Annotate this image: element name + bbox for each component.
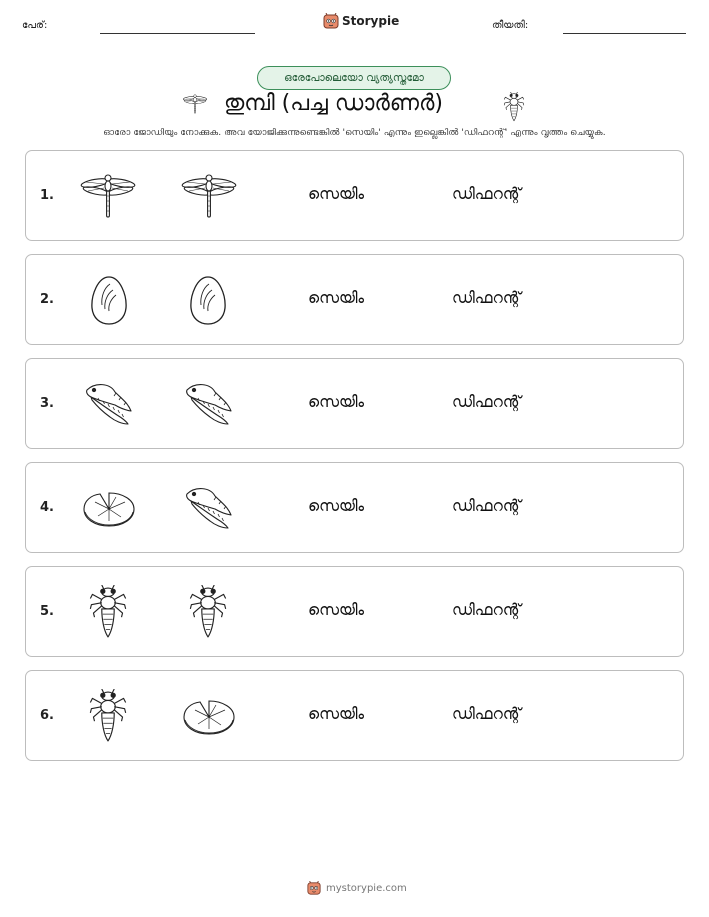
different-option[interactable]: ഡിഫറന്റ് <box>452 393 521 411</box>
footer <box>307 881 407 895</box>
egg-icon <box>91 275 128 326</box>
dragonfly-icon <box>80 171 136 221</box>
same-option[interactable]: സെയിം <box>308 705 365 723</box>
same-option[interactable]: സെയിം <box>308 289 365 307</box>
name-field[interactable] <box>100 33 255 34</box>
lily-pad-icon <box>182 697 236 737</box>
different-option[interactable]: ഡിഫറന്റ് <box>452 497 521 515</box>
question-number: 4. <box>40 500 54 515</box>
storypie-mascot-icon <box>323 13 339 29</box>
nymph-jaw-icon <box>184 485 234 531</box>
storypie-logo <box>323 13 399 29</box>
storypie-mascot-icon <box>307 881 321 895</box>
different-option[interactable]: ഡിഫറന്റ് <box>452 705 521 723</box>
instructions: ഓരോ ജോഡിയും നോക്കുക. അവ യോജിക്കുന്നുണ്ടെങ്കിൽ 'സെയിം' എന്നും ഇല്ലെങ്കിൽ 'ഡിഫറന്റ്' എന്നും വൃത്തം ചെയ്യുക. <box>103 127 606 138</box>
question-card <box>25 670 684 761</box>
dragonfly-icon <box>181 171 237 221</box>
same-option[interactable]: സെയിം <box>308 601 365 619</box>
different-option[interactable]: ഡിഫറന്റ് <box>452 185 521 203</box>
egg-icon <box>190 275 227 326</box>
same-option[interactable]: സെയിം <box>308 497 365 515</box>
lily-pad-icon <box>82 489 136 529</box>
worksheet-type-badge: ഒരേപോലെയോ വ്യത്യസ്തമോ <box>257 66 451 90</box>
footer-url[interactable]: mystorypie.com <box>326 882 407 894</box>
nymph-jaw-icon <box>184 381 234 427</box>
question-card <box>25 566 684 657</box>
page-title: തുമ്പി (പച്ച ഡാർണർ) <box>224 91 443 116</box>
question-number: 1. <box>40 188 54 203</box>
nymph-icon <box>500 92 528 122</box>
question-card <box>25 358 684 449</box>
question-number: 5. <box>40 604 54 619</box>
same-option[interactable]: സെയിം <box>308 393 365 411</box>
question-card <box>25 150 684 241</box>
question-number: 2. <box>40 292 54 307</box>
question-card <box>25 462 684 553</box>
question-card <box>25 254 684 345</box>
brand-name: Storypie <box>342 14 400 28</box>
nymph-icon <box>188 585 228 639</box>
nymph-icon <box>89 585 127 639</box>
date-field[interactable] <box>563 33 686 34</box>
date-label: തീയതി: <box>492 20 529 31</box>
nymph-jaw-icon <box>84 381 134 427</box>
same-option[interactable]: സെയിം <box>308 185 365 203</box>
different-option[interactable]: ഡിഫറന്റ് <box>452 601 521 619</box>
dragonfly-icon <box>178 93 212 115</box>
nymph-icon <box>88 689 128 743</box>
question-number: 3. <box>40 396 54 411</box>
name-label: പേര്: <box>22 20 48 31</box>
different-option[interactable]: ഡിഫറന്റ് <box>452 289 521 307</box>
question-number: 6. <box>40 708 54 723</box>
